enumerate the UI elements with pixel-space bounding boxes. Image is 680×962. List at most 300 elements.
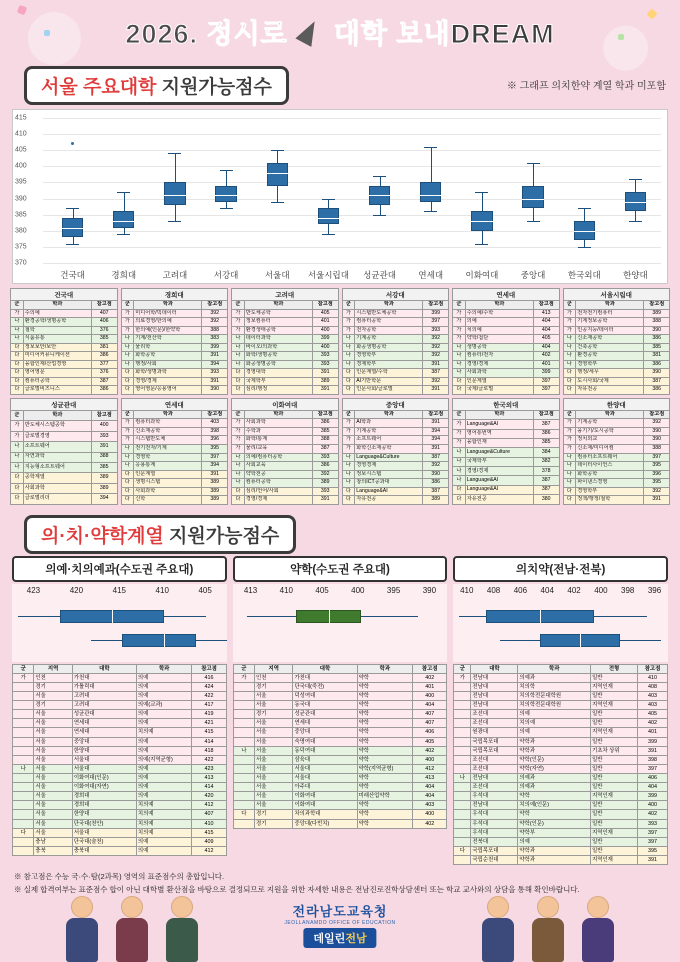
table-row (453, 438, 560, 447)
column-header: 참고점 (644, 410, 670, 419)
table-cell: 392 (644, 487, 670, 496)
y-axis-tick-label: 415 (15, 114, 27, 122)
table-cell: 414 (192, 783, 226, 792)
table-cell: 영어통번역 (465, 429, 533, 438)
table-cell: 400 (413, 755, 447, 764)
table-row (13, 846, 227, 855)
table-cell: 404 (533, 318, 559, 327)
table-cell: 391 (423, 360, 449, 369)
table-row (13, 837, 227, 846)
table-cell: 의예 (518, 710, 591, 719)
boxplot-box (122, 634, 195, 647)
table-row (232, 360, 339, 369)
university-table (452, 398, 560, 505)
table-cell: 융기기/도시공학 (576, 427, 644, 436)
table-cell: 나 (121, 453, 134, 462)
footer-logo (284, 901, 395, 948)
table-cell: 자연과학 (23, 452, 91, 462)
university-table (342, 288, 450, 395)
medical-table-1 (12, 664, 227, 865)
table-cell: 가 (342, 326, 355, 335)
x-axis-tick-label: 고려대 (162, 270, 188, 280)
section1-banner-red: 서울 주요대학 (41, 77, 157, 98)
x-axis-tick-label: 성균관대 (363, 270, 397, 280)
axis-tick-label: 398 (621, 585, 635, 595)
column-header: 학과 (518, 664, 591, 673)
table-cell: 385 (312, 427, 338, 436)
table-cell: 나 (121, 360, 134, 369)
table-cell: 바이오/의과학 (244, 343, 312, 352)
y-axis-tick-label: 375 (15, 243, 27, 251)
medical-detail-table (453, 664, 668, 865)
table-cell: 서울 (34, 764, 72, 773)
table-cell: 다 (453, 485, 466, 494)
boxplot-box (113, 211, 134, 227)
table-cell (233, 719, 254, 728)
table-cell: 나 (232, 453, 245, 462)
y-axis-tick-label: 400 (15, 162, 27, 170)
table-row (233, 673, 447, 682)
table-cell (13, 737, 34, 746)
university-table-caption: 중앙대 (342, 398, 450, 410)
table-cell: 물리학 (134, 343, 202, 352)
table-cell: 전남대 (471, 692, 518, 701)
table-cell: 가 (232, 436, 245, 445)
table-cell: 충북대 (72, 846, 136, 855)
table-row (453, 318, 560, 327)
table-cell: 392 (423, 335, 449, 344)
table-row (454, 792, 668, 801)
table-row (453, 495, 560, 504)
table-row (11, 369, 118, 378)
table-row (11, 309, 118, 318)
column-header: 대학 (72, 664, 136, 673)
table-cell: 다 (563, 386, 576, 395)
boxplot-cap (117, 234, 130, 235)
footer-brand-pill (303, 928, 376, 948)
medical-table-2 (233, 664, 448, 865)
table-cell: 조선대 (471, 755, 518, 764)
x-axis-tick-label: 한국외대 (567, 270, 601, 280)
boxplot-median (580, 634, 581, 647)
medical-mini-charts (0, 582, 680, 662)
table-row (563, 386, 670, 395)
table-cell: 391 (91, 442, 117, 452)
table-cell: 의예 (136, 837, 192, 846)
table-cell: 성균관대 (72, 710, 136, 719)
table-cell: 402 (413, 746, 447, 755)
table-row (454, 783, 668, 792)
table-cell: 400 (312, 326, 338, 335)
table-cell: 393 (423, 326, 449, 335)
table-cell: 서울 (255, 774, 293, 783)
table-cell: 400 (638, 801, 668, 810)
table-cell: 전남대 (471, 682, 518, 691)
table-cell: 경기 (255, 710, 293, 719)
poster-footer (0, 884, 680, 962)
poster-header (0, 0, 680, 62)
boxplot-cap (373, 176, 386, 177)
table-row (563, 377, 670, 386)
axis-tick-label: 402 (567, 585, 581, 595)
table-cell: Language&Culture (465, 448, 533, 457)
table-cell: 400 (413, 692, 447, 701)
table-cell: 인천 (255, 673, 293, 682)
table-cell: 나 (563, 335, 576, 344)
table-row (453, 448, 560, 457)
table-cell: 401 (413, 682, 447, 691)
table-cell: 화학공학 (134, 352, 202, 361)
table-row (454, 801, 668, 810)
table-cell: 화공생명공학 (244, 360, 312, 369)
table-row (563, 360, 670, 369)
axis-tick-label: 390 (422, 585, 437, 595)
table-cell: 컴퓨터소프트웨어 (576, 453, 644, 462)
table-cell: 410 (192, 819, 226, 828)
table-cell: 단국대(천안) (72, 819, 136, 828)
x-axis-tick-label: 중앙대 (520, 270, 546, 280)
table-cell: 데이터사이언스 (576, 462, 644, 471)
table-cell: 399 (533, 369, 559, 378)
boxplot-cap (66, 208, 79, 209)
table-cell: 의예 (518, 728, 591, 737)
table-cell: 다 (453, 386, 466, 395)
table-cell: 다 (563, 487, 576, 496)
table-cell: 395 (644, 479, 670, 488)
table-cell: 405 (312, 309, 338, 318)
table-row (453, 386, 560, 395)
table-cell: 의예 (136, 673, 192, 682)
table-cell: 397 (533, 386, 559, 395)
table-cell: 가 (232, 326, 245, 335)
table-cell: 조선대 (471, 783, 518, 792)
table-cell (13, 728, 34, 737)
section1-note: ※ 그래프 의치한약 계열 학과 미포함 (506, 81, 666, 92)
table-cell: 의예(교과) (136, 701, 192, 710)
table-cell: 가 (453, 429, 466, 438)
table-cell: 경기 (34, 682, 72, 691)
table-cell: 나 (563, 470, 576, 479)
table-cell: 384 (533, 448, 559, 457)
table-row (121, 352, 228, 361)
axis-tick-label: 396 (647, 585, 662, 595)
table-cell (454, 837, 471, 846)
table-cell: 다 (342, 369, 355, 378)
axis-tick-label: 405 (315, 585, 329, 595)
table-cell: 공학계열 (23, 473, 91, 483)
column-header: 학과 (465, 301, 533, 310)
table-cell: 전남대 (471, 701, 518, 710)
table-cell: 381 (644, 352, 670, 361)
table-cell: 일반 (591, 837, 638, 846)
table-cell: 의예 (136, 682, 192, 691)
table-cell: 가 (121, 318, 134, 327)
table-row (563, 326, 670, 335)
table-cell: 다 (453, 377, 466, 386)
table-cell: 국제학부 (465, 457, 533, 466)
table-row (342, 352, 449, 361)
table-cell: 서울대 (72, 755, 136, 764)
table-cell: 376 (91, 326, 117, 335)
table-cell: 의예과 (518, 673, 591, 682)
table-cell: 글로벌리더 (23, 494, 91, 504)
table-row (342, 335, 449, 344)
table-row (11, 452, 118, 462)
table-cell (233, 701, 254, 710)
table-cell (454, 801, 471, 810)
boxplot-median (540, 610, 541, 623)
table-cell: 환경생태공학 (244, 326, 312, 335)
table-cell: 390 (644, 427, 670, 436)
table-row (453, 420, 560, 429)
medical-titles (0, 556, 680, 582)
table-row (563, 487, 670, 496)
table-row (13, 792, 227, 801)
column-header: 학과 (357, 664, 413, 673)
table-cell (454, 828, 471, 837)
table-cell: 서울 (255, 692, 293, 701)
table-row (233, 801, 447, 810)
table-cell: 다 (121, 496, 134, 505)
table-cell: 지역인재 (591, 728, 638, 737)
table-row (563, 343, 670, 352)
table-cell: 가 (453, 420, 466, 429)
table-cell: 의예과 (518, 783, 591, 792)
table-cell: 약학 (357, 710, 413, 719)
table-cell: 의예과 (518, 774, 591, 783)
table-cell: 연세대 (72, 728, 136, 737)
table-cell: 393 (638, 819, 668, 828)
table-cell: 422 (192, 692, 226, 701)
table-row (342, 444, 449, 453)
table-row (121, 427, 228, 436)
table-cell: 가 (342, 444, 355, 453)
table-row (121, 453, 228, 462)
table-row (232, 318, 339, 327)
table-cell: 행정/사회 (134, 360, 202, 369)
table-cell: 의예 (136, 792, 192, 801)
table-row (233, 810, 447, 819)
table-cell: 391 (312, 386, 338, 395)
header-title-right: 대학 보내DREAM (333, 18, 555, 49)
table-cell: 390 (202, 386, 228, 395)
table-cell: 다 (121, 479, 134, 488)
table-cell: 409 (192, 837, 226, 846)
table-row (11, 360, 118, 369)
table-row (232, 419, 339, 428)
table-cell: 경영/경제 (465, 467, 533, 476)
table-cell: 394 (423, 436, 449, 445)
table-row (454, 710, 668, 719)
table-cell: 약학 (357, 682, 413, 691)
table-cell: 412 (192, 846, 226, 855)
table-cell: 충남 (34, 837, 72, 846)
table-cell: 381 (91, 343, 117, 352)
table-cell: 387 (644, 377, 670, 386)
table-row (454, 673, 668, 682)
table-row (454, 810, 668, 819)
table-cell: 경제학부 (355, 360, 423, 369)
table-cell: 390 (644, 436, 670, 445)
table-cell: 일반 (591, 719, 638, 728)
table-cell: 서울 (34, 783, 72, 792)
boxplot-median (318, 218, 339, 219)
table-row (13, 819, 227, 828)
boxplot-cap (168, 221, 181, 222)
table-cell: 서울 (255, 764, 293, 773)
table-row (233, 764, 447, 773)
table-cell: 서울 (34, 819, 72, 828)
table-cell: 나 (11, 335, 24, 344)
table-cell (13, 783, 34, 792)
table-cell: 가 (563, 326, 576, 335)
table-row (563, 453, 670, 462)
table-cell: 나 (342, 462, 355, 471)
table-cell: 약학 (357, 692, 413, 701)
table-cell: 조선대 (471, 710, 518, 719)
x-axis-tick-label: 건국대 (60, 270, 85, 280)
column-header: 군 (342, 410, 355, 419)
table-cell: 405 (533, 335, 559, 344)
table-cell: 약학(인문) (518, 819, 591, 828)
table-cell: 다 (11, 483, 24, 493)
table-cell: 가 (342, 427, 355, 436)
table-cell: 약학과 (518, 737, 591, 746)
table-cell: 치의예(인문) (518, 801, 591, 810)
boxplot-median (522, 199, 543, 200)
boxplot-plot-area (13, 110, 667, 283)
grid-line (43, 118, 661, 119)
table-row (121, 335, 228, 344)
table-cell: 철학 (23, 326, 91, 335)
medical-axis-labels (233, 584, 448, 595)
footer-brand-right: 전남 (345, 933, 367, 945)
table-row (233, 755, 447, 764)
table-cell: 403 (413, 801, 447, 810)
table-cell: 386 (644, 335, 670, 344)
table-cell: 나 (232, 360, 245, 369)
table-cell: 가 (232, 309, 245, 318)
table-cell: 경영경제 (355, 462, 423, 471)
table-cell: 우석대 (471, 792, 518, 801)
table-row (453, 335, 560, 344)
column-header: 군 (232, 301, 245, 310)
table-cell (454, 819, 471, 828)
table-row (342, 360, 449, 369)
boxplot-cap (168, 153, 181, 154)
table-cell: 나 (11, 442, 24, 452)
table-cell: 시스템반도체공학 (355, 309, 423, 318)
column-header: 학과 (355, 410, 423, 419)
grid-line (43, 150, 661, 151)
table-row (11, 442, 118, 452)
table-cell: 데이터과학 (244, 335, 312, 344)
table-cell: 컴퓨터공학 (244, 479, 312, 488)
university-table (452, 288, 560, 395)
boxplot-cap (527, 221, 540, 222)
column-header: 군 (454, 664, 471, 673)
table-row (454, 755, 668, 764)
axis-tick-label: 400 (351, 585, 365, 595)
column-header: 군 (563, 410, 576, 419)
university-table-caption: 한양대 (563, 398, 671, 410)
boxplot-box (215, 186, 236, 202)
table-cell: 406 (413, 728, 447, 737)
table-cell: 일반 (591, 737, 638, 746)
table-cell: 전북대 (471, 837, 518, 846)
boxplot-box (164, 182, 185, 205)
table-row (342, 343, 449, 352)
table-cell: Language&Culture (355, 453, 423, 462)
student-illustration (162, 896, 202, 962)
table-row (13, 701, 227, 710)
table-cell (233, 801, 254, 810)
table-cell: 이화여대 (293, 792, 357, 801)
table-cell: 나 (563, 479, 576, 488)
table-cell: 나 (453, 467, 466, 476)
table-row (11, 494, 118, 504)
table-cell: 387 (91, 377, 117, 386)
table-cell (13, 710, 34, 719)
boxplot-box (267, 163, 288, 186)
university-table-caption: 건국대 (10, 288, 118, 300)
table-row (232, 335, 339, 344)
table-cell: 영어영문 (23, 369, 91, 378)
table-cell: 408 (638, 682, 668, 691)
table-cell: 399 (638, 737, 668, 746)
table-cell: 우석대 (471, 819, 518, 828)
university-table (563, 398, 671, 505)
table-cell: 신소재/미디어컴 (576, 444, 644, 453)
table-cell (233, 764, 254, 773)
y-axis-tick-label: 370 (15, 259, 27, 267)
table-cell: 421 (192, 719, 226, 728)
table-row (233, 819, 447, 828)
table-cell (13, 682, 34, 691)
table-cell: 다 (11, 473, 24, 483)
table-cell: 일반 (591, 710, 638, 719)
table-cell: 약학 (357, 737, 413, 746)
boxplot-cap (322, 234, 335, 235)
table-row (453, 467, 560, 476)
boxplot-median (113, 221, 134, 222)
table-row (121, 487, 228, 496)
table-cell: 393 (312, 352, 338, 361)
table-cell: 410 (638, 673, 668, 682)
table-row (342, 419, 449, 428)
table-cell: 나 (121, 462, 134, 471)
table-cell: 이화여대(인문) (72, 774, 136, 783)
table-cell: 자유전공 (355, 496, 423, 505)
table-cell: 전자공학 (355, 326, 423, 335)
medical-boxplot-2 (453, 584, 668, 662)
boxplot-cap (271, 202, 284, 203)
table-row (453, 485, 560, 494)
table-cell: 국립목포대 (471, 737, 518, 746)
column-header: 학과 (23, 410, 91, 420)
table-cell: 약학전공 (244, 470, 312, 479)
table-cell: 약학(인문) (518, 755, 591, 764)
medical-detail-table (12, 664, 227, 856)
table-cell: 385 (533, 438, 559, 447)
table-cell: 지역인재 (591, 828, 638, 837)
table-cell: 가 (563, 444, 576, 453)
table-cell (454, 755, 471, 764)
table-cell: 나 (563, 360, 576, 369)
table-cell: 국제학부 (244, 377, 312, 386)
table-cell: 나 (342, 453, 355, 462)
table-cell: 386 (533, 429, 559, 438)
